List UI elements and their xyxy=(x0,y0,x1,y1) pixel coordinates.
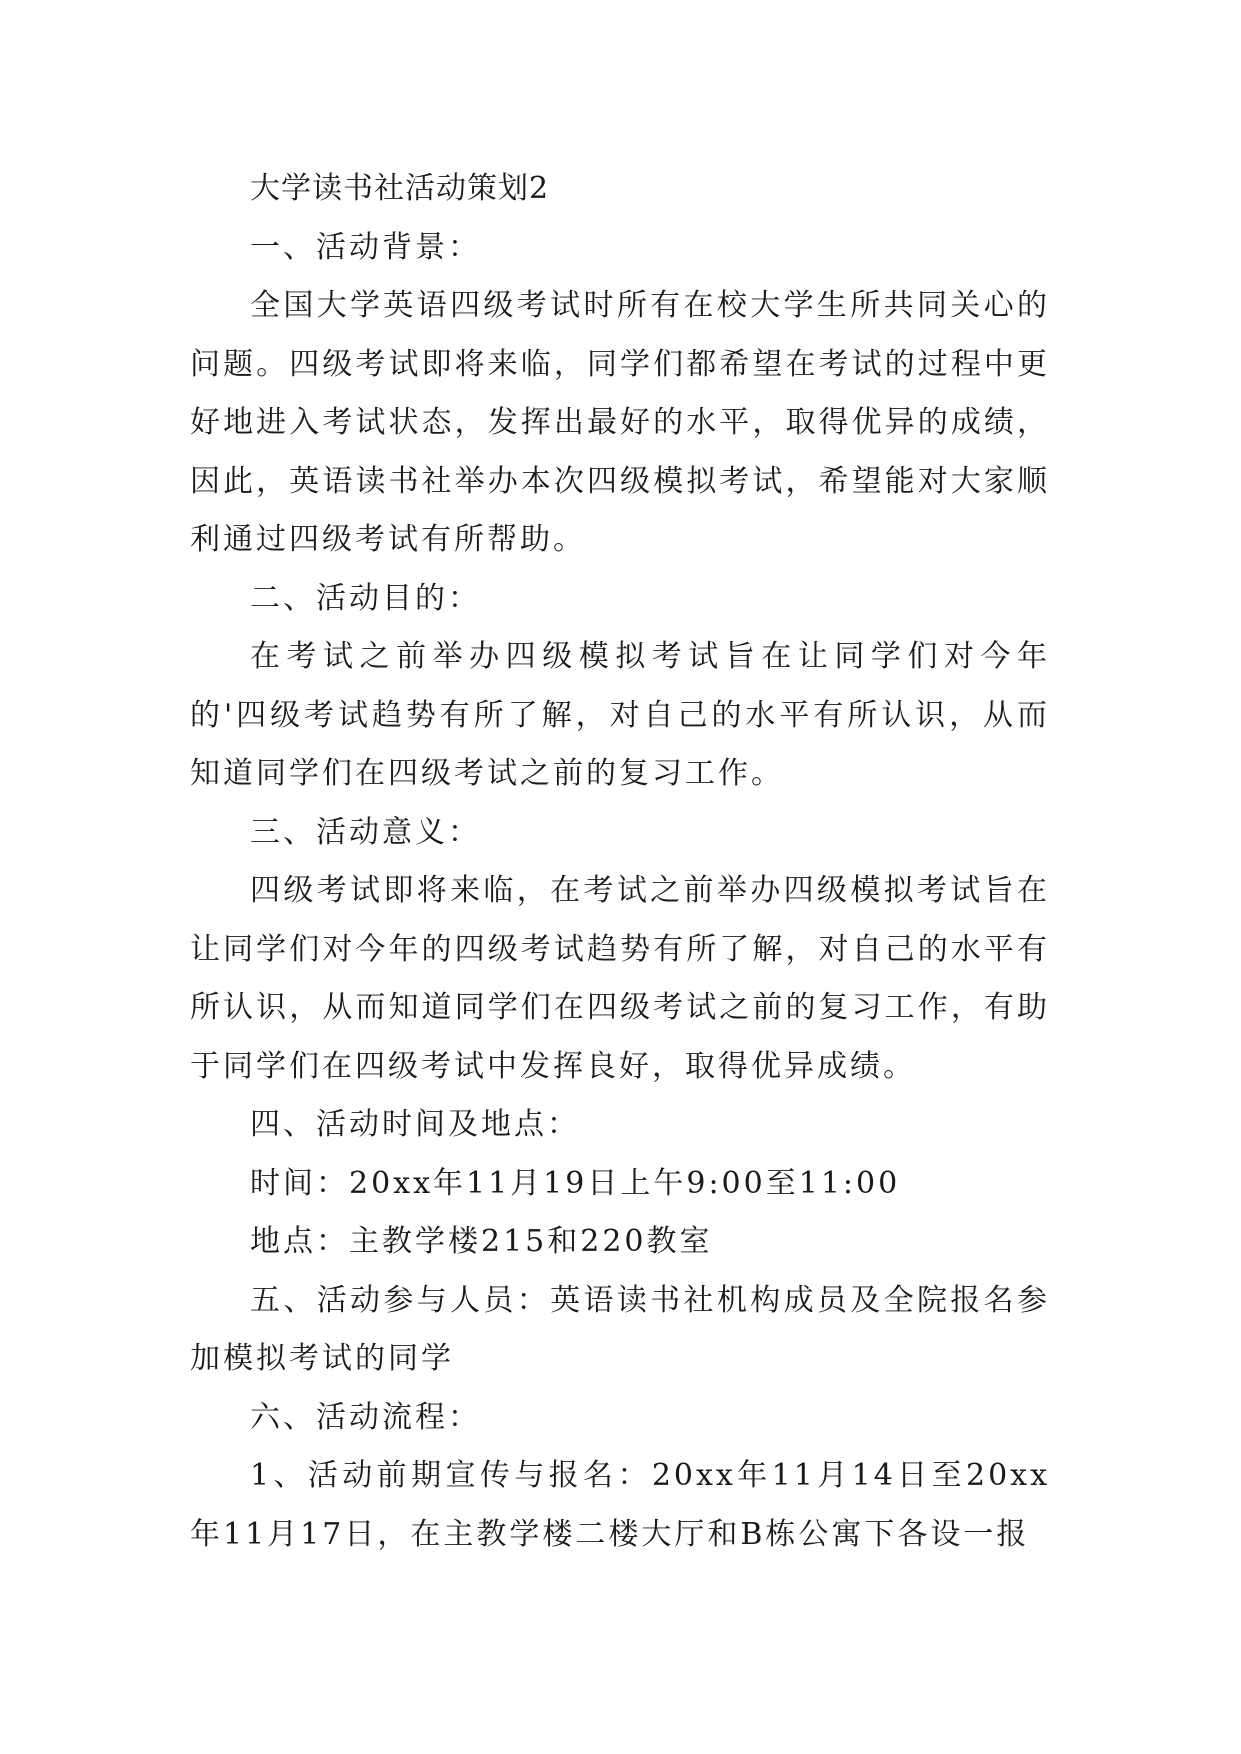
heading-significance: 三、活动意义： xyxy=(250,814,481,850)
paragraph-purpose: 在考试之前举办四级模拟考试旨在让同学们对今年的'四级考试趋势有所了解，对自己的水平有所认识，从而知道同学们在四级考试之前的复习工作。 xyxy=(190,639,1050,791)
paragraph-background: 全国大学英语四级考试时所有在校大学生所共同关心的问题。四级考试即将来临，同学们都希望在考试的过程中更好地进入考试状态，发挥出最好的水平，取得优异的成绩，因此，英语读书社举办本次四级模拟考试，希望能对大家顺利通过四级考试有所帮助。 xyxy=(190,288,1050,557)
paragraph-significance: 四级考试即将来临，在考试之前举办四级模拟考试旨在让同学们对今年的四级考试趋势有所了解，对自己的水平有所认识，从而知道同学们在四级考试之前的复习工作，有助于同学们在四级考试中发挥良好，取得优异成绩。 xyxy=(190,873,1050,1084)
paragraph-place: 地点：主教学楼215和220教室 xyxy=(250,1224,713,1259)
heading-background: 一、活动背景： xyxy=(250,229,481,265)
document-title: 大学读书社活动策划2 xyxy=(250,171,550,206)
paragraph-time: 时间：20xx年11月19日上午9:00至11:00 xyxy=(250,1165,901,1201)
paragraph-participants: 五、活动参与人员：英语读书社机构成员及全院报名参加模拟考试的同学 xyxy=(190,1282,1050,1376)
heading-time-place: 四、活动时间及地点： xyxy=(250,1107,580,1142)
paragraph-process-step-1: 1、活动前期宣传与报名：20xx年11月14日至20xx年11月17日，在主教学楼二楼大厅和B栋公寓下各设一报 xyxy=(190,1458,1050,1552)
heading-purpose: 二、活动目的： xyxy=(250,580,481,616)
heading-process: 六、活动流程： xyxy=(250,1399,481,1435)
document-page xyxy=(190,160,1050,1564)
